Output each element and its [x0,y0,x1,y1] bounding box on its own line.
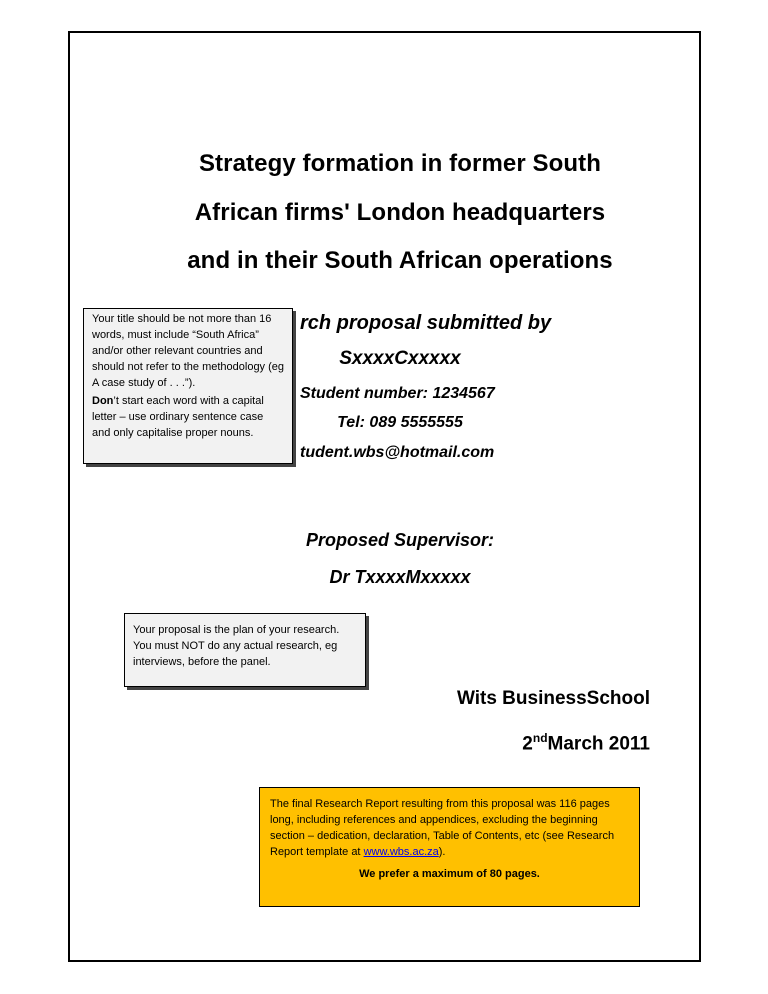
report-length-text [270,796,629,860]
page-limit-emphasis: We prefer a maximum of 80 pages. [359,868,540,880]
supervisor-label: Proposed Supervisor: [305,530,495,550]
supervisor-name: Dr TxxxxMxxxxx [329,567,471,587]
telephone: Tel: 089 5555555 [337,414,463,431]
student-number: Student number: 1234567 [300,385,495,402]
author-name: SxxxxCxxxxx [339,348,461,369]
title-line-1: Strategy formation in former South [198,150,602,177]
capitalisation-guidance [92,393,284,441]
title-line-3: and in their South African operations [187,247,613,274]
date-month-year: March 2011 [547,733,650,755]
date-suffix: nd [532,731,548,745]
title-guidance-note [83,308,293,464]
title-line-2: African firms' London headquarters [194,199,606,226]
report-length-text-part1: The final Research Report resulting from this proposal was 116 pages long, including references and appendices, excluding the beginning section – dedication, declaration, Table of Contents, etc (see Research Report template at [270,798,615,858]
date-day: 2 [522,733,533,755]
proposal-guidance-text: Your proposal is the plan of your research. You must NOT do any actual research, eg interviews, before the panel. [133,624,340,668]
report-length-note [259,787,640,907]
title-guidance-text: Your title should be not more than 16 words, must include “South Africa” and/or other relevant countries and should not refer to the methodology (eg A case study of . . .”). [92,313,285,389]
capitalisation-guidance-text: ’t start each word with a capital letter – use ordinary sentence case and only capitalise proper nouns. [92,395,264,439]
email: tudent.wbs@hotmail.com [300,444,495,461]
wbs-website-link[interactable]: www.wbs.ac.za [363,846,439,858]
submission-date [400,731,650,755]
capitalisation-guidance-emphasis: Don [92,395,114,407]
proposal-guidance-note [124,613,366,687]
report-length-text-part2: ). [438,846,446,858]
submitted-by-text: rch proposal submitted by [300,312,552,334]
school-name: Wits BusinessSchool [456,688,650,709]
